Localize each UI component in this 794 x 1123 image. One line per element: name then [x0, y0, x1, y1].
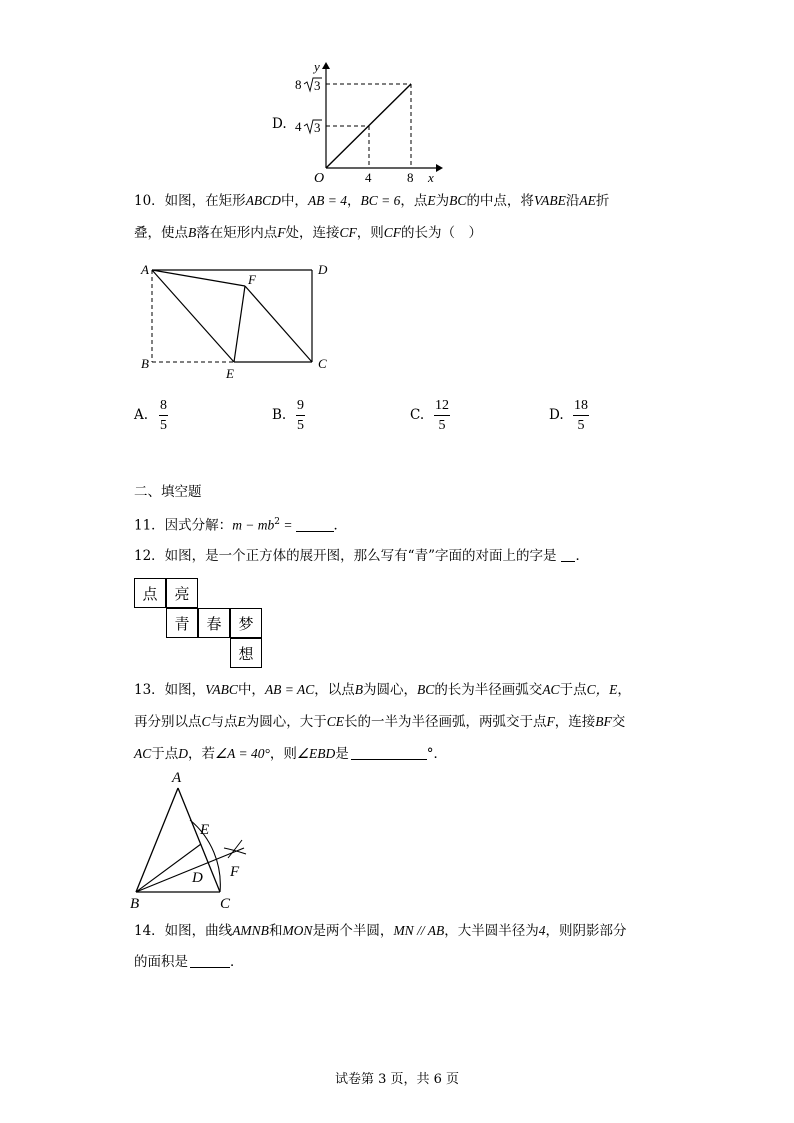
y-tick-4-sqrt: 3 — [314, 120, 321, 135]
x-axis-arrow — [436, 164, 443, 172]
label-e: E — [200, 822, 210, 838]
x-tick-8: 8 — [407, 170, 414, 184]
label-f: F — [248, 272, 256, 287]
net-cell-qing: 青 — [166, 608, 198, 638]
q13-figure — [128, 766, 258, 912]
net-cell-meng: 梦 — [230, 608, 262, 638]
q14-answer-blank[interactable] — [190, 967, 230, 968]
q10-option-a-fraction[interactable]: $\frac{8}{5}$ — [160, 398, 167, 433]
net-cell-xiang: 想 — [230, 638, 262, 668]
q10-line-2: 叠，使点B落在矩形内点F处，连接CF，则CF的长为（ ） — [134, 225, 483, 241]
label-b: B — [141, 356, 149, 371]
q12: 12．如图，是一个正方体的展开图，那么写有“青”字面的对面上的字是 ． — [134, 548, 589, 564]
y-axis-arrow — [322, 62, 330, 69]
net-cell-liang: 亮 — [166, 578, 198, 608]
y-axis-label: y — [314, 59, 320, 74]
q14-line-1: 14．如图，曲线AMNB和MON是两个半圆，MN // AB，大半圆半径为4，则阴影部分 — [134, 923, 627, 939]
q10-option-c-fraction[interactable]: $\frac{12}{5}$ — [435, 398, 449, 433]
label-a: A — [172, 770, 182, 786]
y-tick-8-coef: 8 — [295, 77, 302, 92]
q12-answer-blank[interactable] — [561, 561, 575, 562]
q10-option-c-label[interactable]: C. — [410, 407, 425, 423]
net-cell-dian: 点 — [134, 578, 166, 608]
option-d-label: D. — [272, 116, 287, 132]
q13-answer-blank[interactable] — [351, 759, 427, 760]
q10-option-d-label[interactable]: D. — [549, 407, 564, 423]
y-tick-4-coef: 4 — [295, 119, 302, 134]
q10-option-b-fraction[interactable]: $\frac{9}{5}$ — [297, 398, 304, 433]
label-c: C — [220, 896, 231, 912]
q10-line-1: 10．如图，在矩形ABCD中，AB = 4，BC = 6，点E为BC的中点，将VABE沿AE折 — [134, 193, 610, 209]
section-title: 二、填空题 — [134, 484, 202, 500]
q13-line-2: 再分别以点C与点E为圆心，大于CE长的一半为半径画弧，两弧交于点F，连接BF交 — [134, 714, 626, 730]
label-f: F — [230, 864, 240, 880]
label-c: C — [318, 356, 327, 371]
q11-answer-blank[interactable] — [296, 531, 334, 532]
label-d: D — [192, 870, 203, 886]
q10-figure — [138, 258, 338, 382]
q13-line-1: 13．如图，VABC中，AB = AC，以点B为圆心，BC的长为半径画弧交AC于点C，E， — [134, 682, 631, 698]
q14-line-2: 的面积是 ． — [134, 954, 244, 970]
x-tick-4: 4 — [365, 170, 372, 184]
q13-line-3: AC于点D，若∠A = 40°，则∠EBD是 °． — [134, 746, 447, 762]
q10-option-d-fraction[interactable]: $\frac{18}{5}$ — [574, 398, 588, 433]
net-cell-chun: 春 — [198, 608, 230, 638]
q11: 11．因式分解：$m - mb^2$ = ． — [134, 517, 348, 534]
label-b: B — [130, 896, 140, 912]
option-d-graph — [290, 58, 450, 184]
y-tick-8-sqrt: 3 — [314, 78, 321, 93]
x-axis-label: x — [428, 170, 434, 184]
q10-option-a-label[interactable]: A. — [134, 407, 149, 423]
label-a: A — [141, 262, 149, 277]
page-footer: 试卷第 3 页，共 6 页 — [334, 1072, 460, 1087]
origin-label: O — [314, 171, 325, 184]
label-d: D — [318, 262, 328, 277]
label-e: E — [226, 366, 234, 381]
q10-option-b-label[interactable]: B. — [272, 407, 287, 423]
